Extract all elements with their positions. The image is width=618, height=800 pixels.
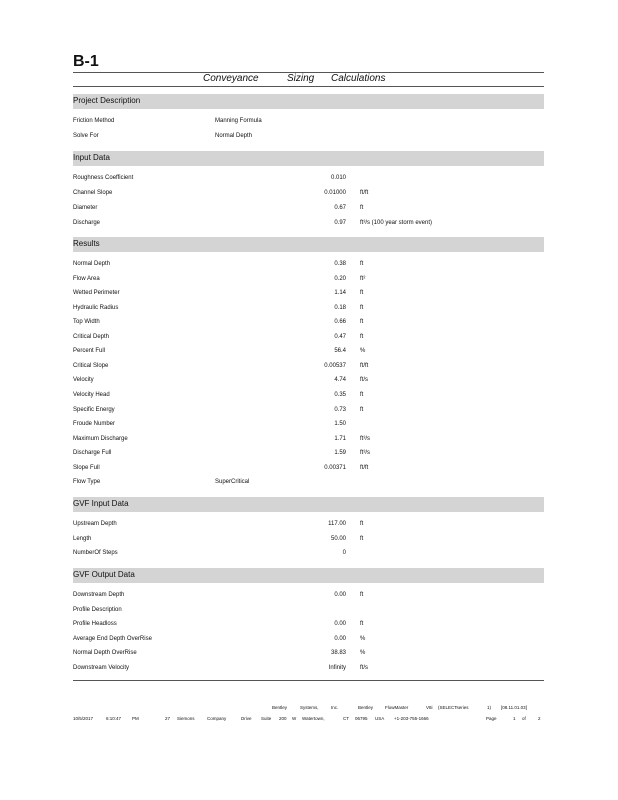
row-label: Diameter bbox=[73, 205, 98, 211]
row-label: Top Width bbox=[73, 319, 100, 326]
section-heading: Project Description bbox=[73, 96, 141, 105]
row-unit: ft bbox=[360, 592, 364, 598]
data-row bbox=[73, 363, 544, 375]
section-heading: Results bbox=[73, 239, 100, 248]
data-row bbox=[73, 377, 544, 389]
row-unit: ft bbox=[360, 319, 364, 326]
data-row bbox=[73, 592, 544, 604]
row-label: Wetted Perimeter bbox=[73, 290, 120, 297]
data-row bbox=[73, 665, 544, 677]
data-row bbox=[73, 407, 544, 419]
row-label: Froude Number bbox=[73, 421, 116, 428]
footer-text: 06795 bbox=[355, 716, 368, 721]
row-value: 0.010 bbox=[330, 175, 346, 181]
row-value: 1.71 bbox=[334, 435, 346, 442]
footer-text: V8i bbox=[426, 705, 433, 710]
row-value: 0.97 bbox=[334, 220, 346, 226]
data-row bbox=[73, 276, 544, 288]
footer-text: 27 bbox=[165, 716, 171, 721]
footer-text: [08.11.01.03] bbox=[501, 705, 527, 710]
row-label: Roughness Coefficient bbox=[73, 175, 134, 181]
row-label: Friction Method bbox=[73, 118, 115, 124]
row-label: Slope Full bbox=[73, 464, 100, 471]
row-value: 56.4 bbox=[334, 348, 346, 355]
data-row bbox=[73, 536, 544, 548]
row-value: 0.00 bbox=[334, 635, 346, 642]
data-row bbox=[73, 650, 544, 662]
footer-text: FlowMaster bbox=[385, 705, 409, 710]
row-label: Flow Type bbox=[73, 479, 101, 486]
row-text-value: SuperCritical bbox=[215, 479, 250, 486]
data-row bbox=[73, 334, 544, 346]
footer-text: W bbox=[292, 716, 297, 721]
data-row bbox=[73, 290, 544, 302]
row-value: 1.59 bbox=[334, 450, 346, 457]
footer-text: Bentley bbox=[358, 705, 374, 710]
section-gvf-output-data bbox=[73, 568, 544, 583]
row-value: 0.66 bbox=[334, 319, 346, 326]
data-row bbox=[73, 348, 544, 360]
row-label: Profile Headloss bbox=[73, 621, 117, 627]
row-value: Normal Depth bbox=[215, 133, 253, 139]
row-label: Discharge bbox=[73, 220, 101, 226]
row-value: 0.20 bbox=[334, 275, 346, 282]
row-unit: ft bbox=[360, 391, 364, 398]
title-rule bbox=[73, 86, 544, 87]
footer-text: Bentley bbox=[272, 705, 288, 710]
footer-text: 10/5/2017 bbox=[73, 716, 94, 721]
row-unit: ft bbox=[360, 333, 364, 340]
row-unit: ft² bbox=[360, 275, 366, 282]
data-row bbox=[73, 421, 544, 433]
row-unit: ft bbox=[360, 261, 364, 267]
row-value: 0.38 bbox=[334, 261, 346, 267]
data-row bbox=[73, 636, 544, 648]
title-word-2: Sizing bbox=[287, 73, 315, 84]
row-unit: ft/s bbox=[360, 377, 369, 384]
footer-text: Watertown, bbox=[302, 716, 325, 721]
row-unit: ft/ft bbox=[360, 362, 369, 369]
row-unit: ft/s bbox=[360, 664, 369, 671]
row-value: 0.00371 bbox=[324, 464, 346, 471]
footer-text: 6:10:47 bbox=[106, 716, 122, 721]
row-unit: ft bbox=[360, 205, 364, 211]
footer-text: USA bbox=[375, 716, 385, 721]
footer-text: PM bbox=[132, 716, 139, 721]
data-row bbox=[73, 479, 544, 491]
row-unit: ft bbox=[360, 621, 364, 627]
data-row bbox=[73, 521, 544, 533]
row-label: Maximum Discharge bbox=[73, 435, 128, 442]
section-heading: GVF Output Data bbox=[73, 570, 135, 579]
section-input-data bbox=[73, 151, 544, 166]
section-project-description bbox=[73, 94, 544, 109]
row-unit: ft³/s (100 year storm event) bbox=[360, 220, 433, 226]
footer-page-number: 1 bbox=[513, 716, 516, 721]
row-unit: ft bbox=[360, 290, 364, 297]
footer-text: Suite bbox=[261, 716, 272, 721]
row-label: Channel Slope bbox=[73, 190, 113, 196]
row-label: Normal Depth bbox=[73, 261, 111, 267]
row-label: Specific Energy bbox=[73, 406, 115, 413]
row-label: Downstream Velocity bbox=[73, 664, 130, 671]
row-value: 0 bbox=[342, 550, 346, 556]
row-unit: ft³/s bbox=[360, 450, 370, 457]
row-unit: ft bbox=[360, 521, 364, 527]
data-row bbox=[73, 621, 544, 633]
row-unit: ft³/s bbox=[360, 435, 370, 442]
data-row bbox=[73, 261, 544, 273]
row-unit: ft/ft bbox=[360, 190, 369, 196]
section-gvf-input-data bbox=[73, 497, 544, 512]
data-row bbox=[73, 465, 544, 477]
data-row bbox=[73, 175, 544, 187]
row-label: Downstream Depth bbox=[73, 592, 125, 598]
row-label: Upstream Depth bbox=[73, 521, 117, 527]
row-value: 4.74 bbox=[334, 377, 346, 384]
row-label: Profile Description bbox=[73, 606, 122, 613]
footer-page-number: of bbox=[522, 716, 526, 721]
row-value: 0.00 bbox=[334, 592, 346, 598]
row-label: Hydraulic Radius bbox=[73, 304, 119, 311]
row-label: Length bbox=[73, 535, 92, 542]
row-unit: ft bbox=[360, 535, 364, 542]
footer-text: Systems, bbox=[300, 705, 319, 710]
footer-text: Inc. bbox=[331, 705, 339, 710]
row-value: 0.73 bbox=[334, 406, 346, 413]
row-friction-method bbox=[73, 118, 544, 130]
footer-text: 200 bbox=[279, 716, 287, 721]
row-label: Discharge Full bbox=[73, 450, 112, 457]
row-value: 0.18 bbox=[334, 304, 346, 311]
row-unit: ft bbox=[360, 304, 364, 311]
footer-text: (SELECTseries bbox=[438, 705, 469, 710]
row-value: 0.00537 bbox=[324, 362, 346, 369]
data-row bbox=[73, 392, 544, 404]
row-label: Critical Depth bbox=[73, 333, 110, 340]
data-row bbox=[73, 319, 544, 331]
document-id: B-1 bbox=[73, 53, 99, 70]
row-value: 0.35 bbox=[334, 391, 346, 398]
row-value: 0.47 bbox=[334, 333, 346, 340]
row-label: Average End Depth OverRise bbox=[73, 635, 152, 642]
row-value: 0.00 bbox=[334, 621, 346, 627]
bottom-rule bbox=[73, 680, 544, 681]
footer-text: +1-203-755-1666 bbox=[394, 716, 429, 721]
row-solve-for bbox=[73, 133, 544, 145]
row-label: Velocity Head bbox=[73, 391, 110, 398]
data-row bbox=[73, 190, 544, 202]
data-row bbox=[73, 607, 544, 619]
footer-text: Company bbox=[207, 716, 227, 721]
row-value: 117.00 bbox=[328, 521, 346, 527]
section-heading: Input Data bbox=[73, 153, 110, 162]
row-unit: ft bbox=[360, 406, 364, 413]
row-value: 0.01000 bbox=[324, 190, 346, 196]
section-results bbox=[73, 237, 544, 252]
row-value: 38.83 bbox=[330, 650, 346, 656]
footer-text: 1) bbox=[487, 705, 492, 710]
row-label: Critical Slope bbox=[73, 362, 109, 369]
row-label: Flow Area bbox=[73, 275, 100, 282]
footer-page-number: Page bbox=[486, 716, 497, 721]
data-row bbox=[73, 436, 544, 448]
row-label: Velocity bbox=[73, 377, 94, 384]
section-heading: GVF Input Data bbox=[73, 499, 129, 508]
footer-text: Drive bbox=[241, 716, 252, 721]
row-unit: ft/ft bbox=[360, 464, 369, 471]
footer-text: Siemons bbox=[177, 716, 195, 721]
footer-text: CT bbox=[343, 716, 349, 721]
row-unit: % bbox=[360, 635, 366, 642]
footer-page-number: 2 bbox=[538, 716, 541, 721]
row-label: Percent Full bbox=[73, 348, 106, 355]
data-row bbox=[73, 305, 544, 317]
row-value: 0.67 bbox=[334, 205, 346, 211]
row-label: Solve For bbox=[73, 133, 99, 139]
data-row bbox=[73, 550, 544, 562]
title-word-1: Conveyance bbox=[203, 73, 259, 84]
data-row bbox=[73, 220, 544, 232]
row-value: 1.14 bbox=[334, 290, 346, 297]
row-value: Manning Formula bbox=[215, 118, 262, 124]
row-value: 1.50 bbox=[334, 421, 346, 428]
data-row bbox=[73, 450, 544, 462]
title-word-3: Calculations bbox=[331, 73, 386, 84]
row-unit: % bbox=[360, 650, 366, 656]
data-row bbox=[73, 205, 544, 217]
row-value: 50.00 bbox=[330, 535, 346, 542]
row-label: Normal Depth OverRise bbox=[73, 650, 137, 656]
row-unit: % bbox=[360, 348, 366, 355]
row-label: NumberOf Steps bbox=[73, 550, 118, 556]
row-value: Infinity bbox=[328, 664, 346, 671]
